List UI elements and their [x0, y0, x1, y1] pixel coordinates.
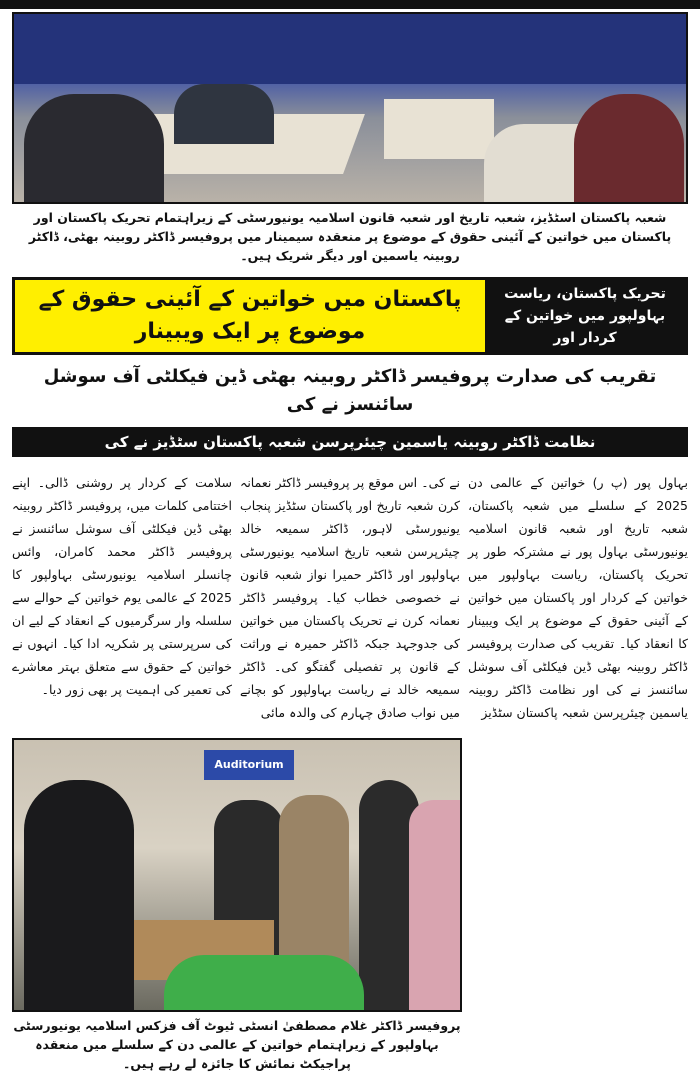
article-column: سلامت کے کردار پر روشنی ڈالی۔ اپنے اختتامی کلمات میں، پروفیسر ڈاکٹر روبینہ بھٹی ڈین فیکلٹی آف سوشل سائنسز نے پروفیسر ڈاکٹر محمد کامران، وائس چانسلر اسلامیہ یونیورسٹی بہاولپور کا 2025 کے عالمی یوم خواتین کے حوالے سے سلسلہ وار سرگرمیوں کے انعقاد کے لیے ان کی سرپرستی پر شکریہ ادا کیا۔ انہوں نے خواتین کے حقوق سے متعلق بہتر معاشرے کی تعمیر کی اہمیت پر بھی زور دیا۔: [12, 475, 232, 697]
kicker-line: تحریک پاکستان، ریاست: [504, 286, 666, 302]
subheadline: تقریب کی صدارت پروفیسر ڈاکٹر روبینہ بھٹی ڈین فیکلٹی آف سوشل سائنسز نے کی: [43, 366, 657, 415]
article-body: [12, 471, 688, 724]
photo-caption: پروفیسر ڈاکٹر غلام مصطفیٰ انسٹی ٹیوٹ آف فزکس اسلامیہ یونیورسٹی بہاولپور کے زیراہتمام خواتین کے عالمی دن کے سلسلے میں منعقدہ پراجیکٹ نمائش کا جائزہ لے رہے ہیں۔: [13, 1018, 461, 1071]
headline-main: پاکستان میں خواتین کے آئینی حقوق کے موضوع پر ایک ویبینار: [15, 280, 485, 352]
kicker-line: بہاولپور میں خواتین کے کردار اور: [504, 308, 666, 346]
auditorium-sign: Auditorium: [204, 750, 294, 780]
article-column: نے کی۔ اس موقع پر پروفیسر ڈاکٹر نعمانہ کرن شعبہ تاریخ اور پاکستان سٹڈیز پنجاب یونیورسٹی لاہور، ڈاکٹر سمیعہ خالد چیئرپرسن شعبہ تاریخ اسلامیہ یونیورسٹی بہاولپور اور ڈاکٹر حمیرا نواز شعبہ قانون نے خصوصی خطاب کیا۔ پروفیسر ڈاکٹر نعمانہ کرن نے تحریک پاکستان میں خواتین کی جدوجہد جبکہ ڈاکٹر حمیرہ نے وراثت کے قانون پر تفصیلی گفتگو کی۔ ڈاکٹر سمیعہ خالد نے ریاست بہاولپور کو بچانے میں نواب صادق چہارم کی والدہ مائی: [240, 475, 460, 720]
headline-box: [12, 277, 688, 355]
article-column: بہاول پور (پ ر) خواتین کے عالمی دن 2025 کے سلسلے میں شعبہ پاکستان، شعبہ تاریخ اور شعبہ قانون اسلامیہ یونیورسٹی بہاول پور نے مشترکہ طور پر تحریک پاکستان، ریاست بہاولپور میں خواتین کے کردار اور پاکستان میں خواتین کے آئینی حقوق کے موضوع پر ایک ویبینار کا انعقاد کیا۔ تقریب کی صدارت پروفیسر ڈاکٹر روبینہ بھٹی ڈین فیکلٹی آف سوشل سائنسز نے کی اور نظامت ڈاکٹر روبینہ یاسمین چیئرپرسن شعبہ پاکستان سٹڈیز: [468, 475, 688, 720]
headline-kicker: [485, 280, 685, 352]
clipping: [12, 12, 688, 1081]
photo-caption: شعبہ پاکستان اسٹڈیز، شعبہ تاریخ اور شعبہ قانون اسلامیہ یونیورسٹی کے زیراہتمام تحریک پاکستان اور پاکستان میں خواتین کے آئینی حقوق کے موضوع پر منعقدہ سیمینار میں پروفیسر ڈاکٹر روبینہ بھٹی، ڈاکٹر روبینہ یاسمین اور دیگر شریک ہیں۔: [28, 210, 672, 263]
subheadline-band: نظامت ڈاکٹر روبینہ یاسمین چیئرپرسن شعبہ پاکستان سٹڈیز نے کی: [12, 427, 688, 457]
top-rule: [0, 0, 700, 9]
exhibition-photo: [12, 738, 462, 1012]
seminar-photo: [12, 12, 688, 204]
